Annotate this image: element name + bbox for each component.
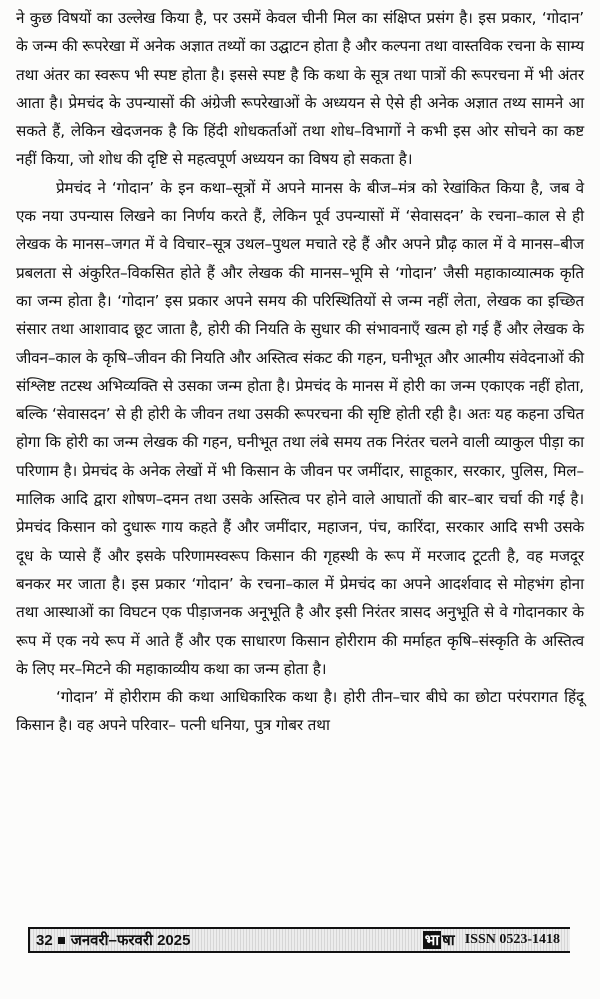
article-body xyxy=(16,4,584,740)
square-bullet-icon xyxy=(58,937,65,944)
paragraph-3: ‘गोदान’ में होरीराम की कथा आधिकारिक कथा है। होरी तीन–चार बीघे का छोटा परंपरागत हिंदू किसान है। वह अपने परिवार– पत्नी धनिया, पुत्र गोबर तथा xyxy=(16,688,584,735)
journal-logo xyxy=(423,930,455,950)
page-number: 32 xyxy=(36,931,53,949)
issue-date: जनवरी–फरवरी 2025 xyxy=(70,932,191,949)
paragraph-1: ने कुछ विषयों का उल्लेख किया है, पर उसमें केवल चीनी मिल का संक्षिप्त प्रसंग है। इस प्रकार, ‘गोदान’ के जन्म की रूपरेखा में अनेक अज्ञात तथ्यों का उद्घाटन होता है और कल्पना तथा वास्तविक रचना के साम्य तथा अंतर का स्वरूप भी स्पष्ट होता है। इससे स्पष्ट है कि कथा के सूत्र तथा पात्रों की रूपरचना में भी अंतर आता है। प्रेमचंद के उपन्यासों की अंग्रेजी रूपरेखाओं के अध्ययन से ऐसे ही अनेक अज्ञात तथ्य सामने आ सकते हैं, लेकिन खेदजनक है कि हिंदी शोधकर्ताओं तथा शोध–विभागों ने कभी इस ओर सोचने का कष्ट नहीं किया, जो शोध की दृष्टि से महत्वपूर्ण अध्ययन का विषय हो सकता है। xyxy=(16,9,584,169)
issn-number: ISSN 0523-1418 xyxy=(464,932,560,947)
journal-logo-mark: भा xyxy=(424,931,440,949)
footer-right xyxy=(423,930,570,950)
paragraph-2: प्रेमचंद ने ‘गोदान’ के इन कथा–सूत्रों में अपने मानस के बीज–मंत्र को रेखांकित किया है, जब वे एक नया उपन्यास लिखने का निर्णय करते हैं, लेकिन पूर्व उपन्यासों में ‘सेवासदन’ के रचना–काल से ही लेखक के मानस–जगत में वे विचार–सूत्र उथल–पुथल मचाते रहे हैं और अपने प्रौढ़ काल में वे मानस–बीज प्रबलता से अंकुरित–विकसित होते हैं और लेखक की मानस–भूमि से ‘गोदान’ जैसी महाकाव्यात्मक कृति का जन्म होता है। ‘गोदान’ इस प्रकार अपने समय की परिस्थितियों से जन्म नहीं लेता, लेखक का इच्छित संसार तथा आशावाद छूट जाता है, होरी की नियति के सुधार की संभावनाएँ खत्म हो गई हैं और लेखक के जीवन–काल के कृषि–जीवन की नियति और अस्तित्व संकट की गहन, घनीभूत और आत्मीय संवेदनाओं की संश्लिष्ट तटस्थ अभिव्यक्ति से उसका जन्म होता है। प्रेमचंद के मानस में होरी का जन्म एकाएक नहीं होता, बल्कि ‘सेवासदन’ से ही होरी के जीवन तथा उसकी रूपरचना की सृष्टि होती रही है। अतः यह कहना उचित होगा कि होरी का जन्म लेखक की गहन, घनीभूत तथा लंबे समय तक निरंतर चलने वाली व्याकुल पीड़ा का परिणाम है। प्रेमचंद के अनेक लेखों में भी किसान के जीवन पर जमींदार, साहूकार, सरकार, पुलिस, मिल–मालिक आदि द्वारा शोषण–दमन तथा उसके अस्तित्व पर होने वाले आघातों की बार–बार चर्चा की गई है। प्रेमचंद किसान को दुधारू गाय कहते हैं और जमींदार, महाजन, पंच, कारिंदा, सरकार आदि सभी उसके दूध के प्यासे हैं और इसके परिणामस्वरूप किसान की गृहस्थी के रूप में मरजाद टूटती है, वह मजदूर बनकर मर जाता है। इस प्रकार ‘गोदान’ के रचना–काल में प्रेमचंद का अपने आदर्शवाद से मोहभंग होना तथा आस्थाओं का विघटन एक पीड़ाजनक अनूभूति है और इसी निरंतर त्रासद अनुभूति से वे गोदानकार के रूप में एक नये रूप में आते हैं और एक साधारण किसान होरीराम की मर्माहत कृषि–संस्कृति के अस्तित्व के लिए मर–मिटने की महाकाव्यीय कथा का जन्म होता है। xyxy=(16,178,584,678)
journal-logo-text: षा xyxy=(442,931,455,949)
page-footer xyxy=(28,927,570,953)
footer-left xyxy=(30,930,190,950)
